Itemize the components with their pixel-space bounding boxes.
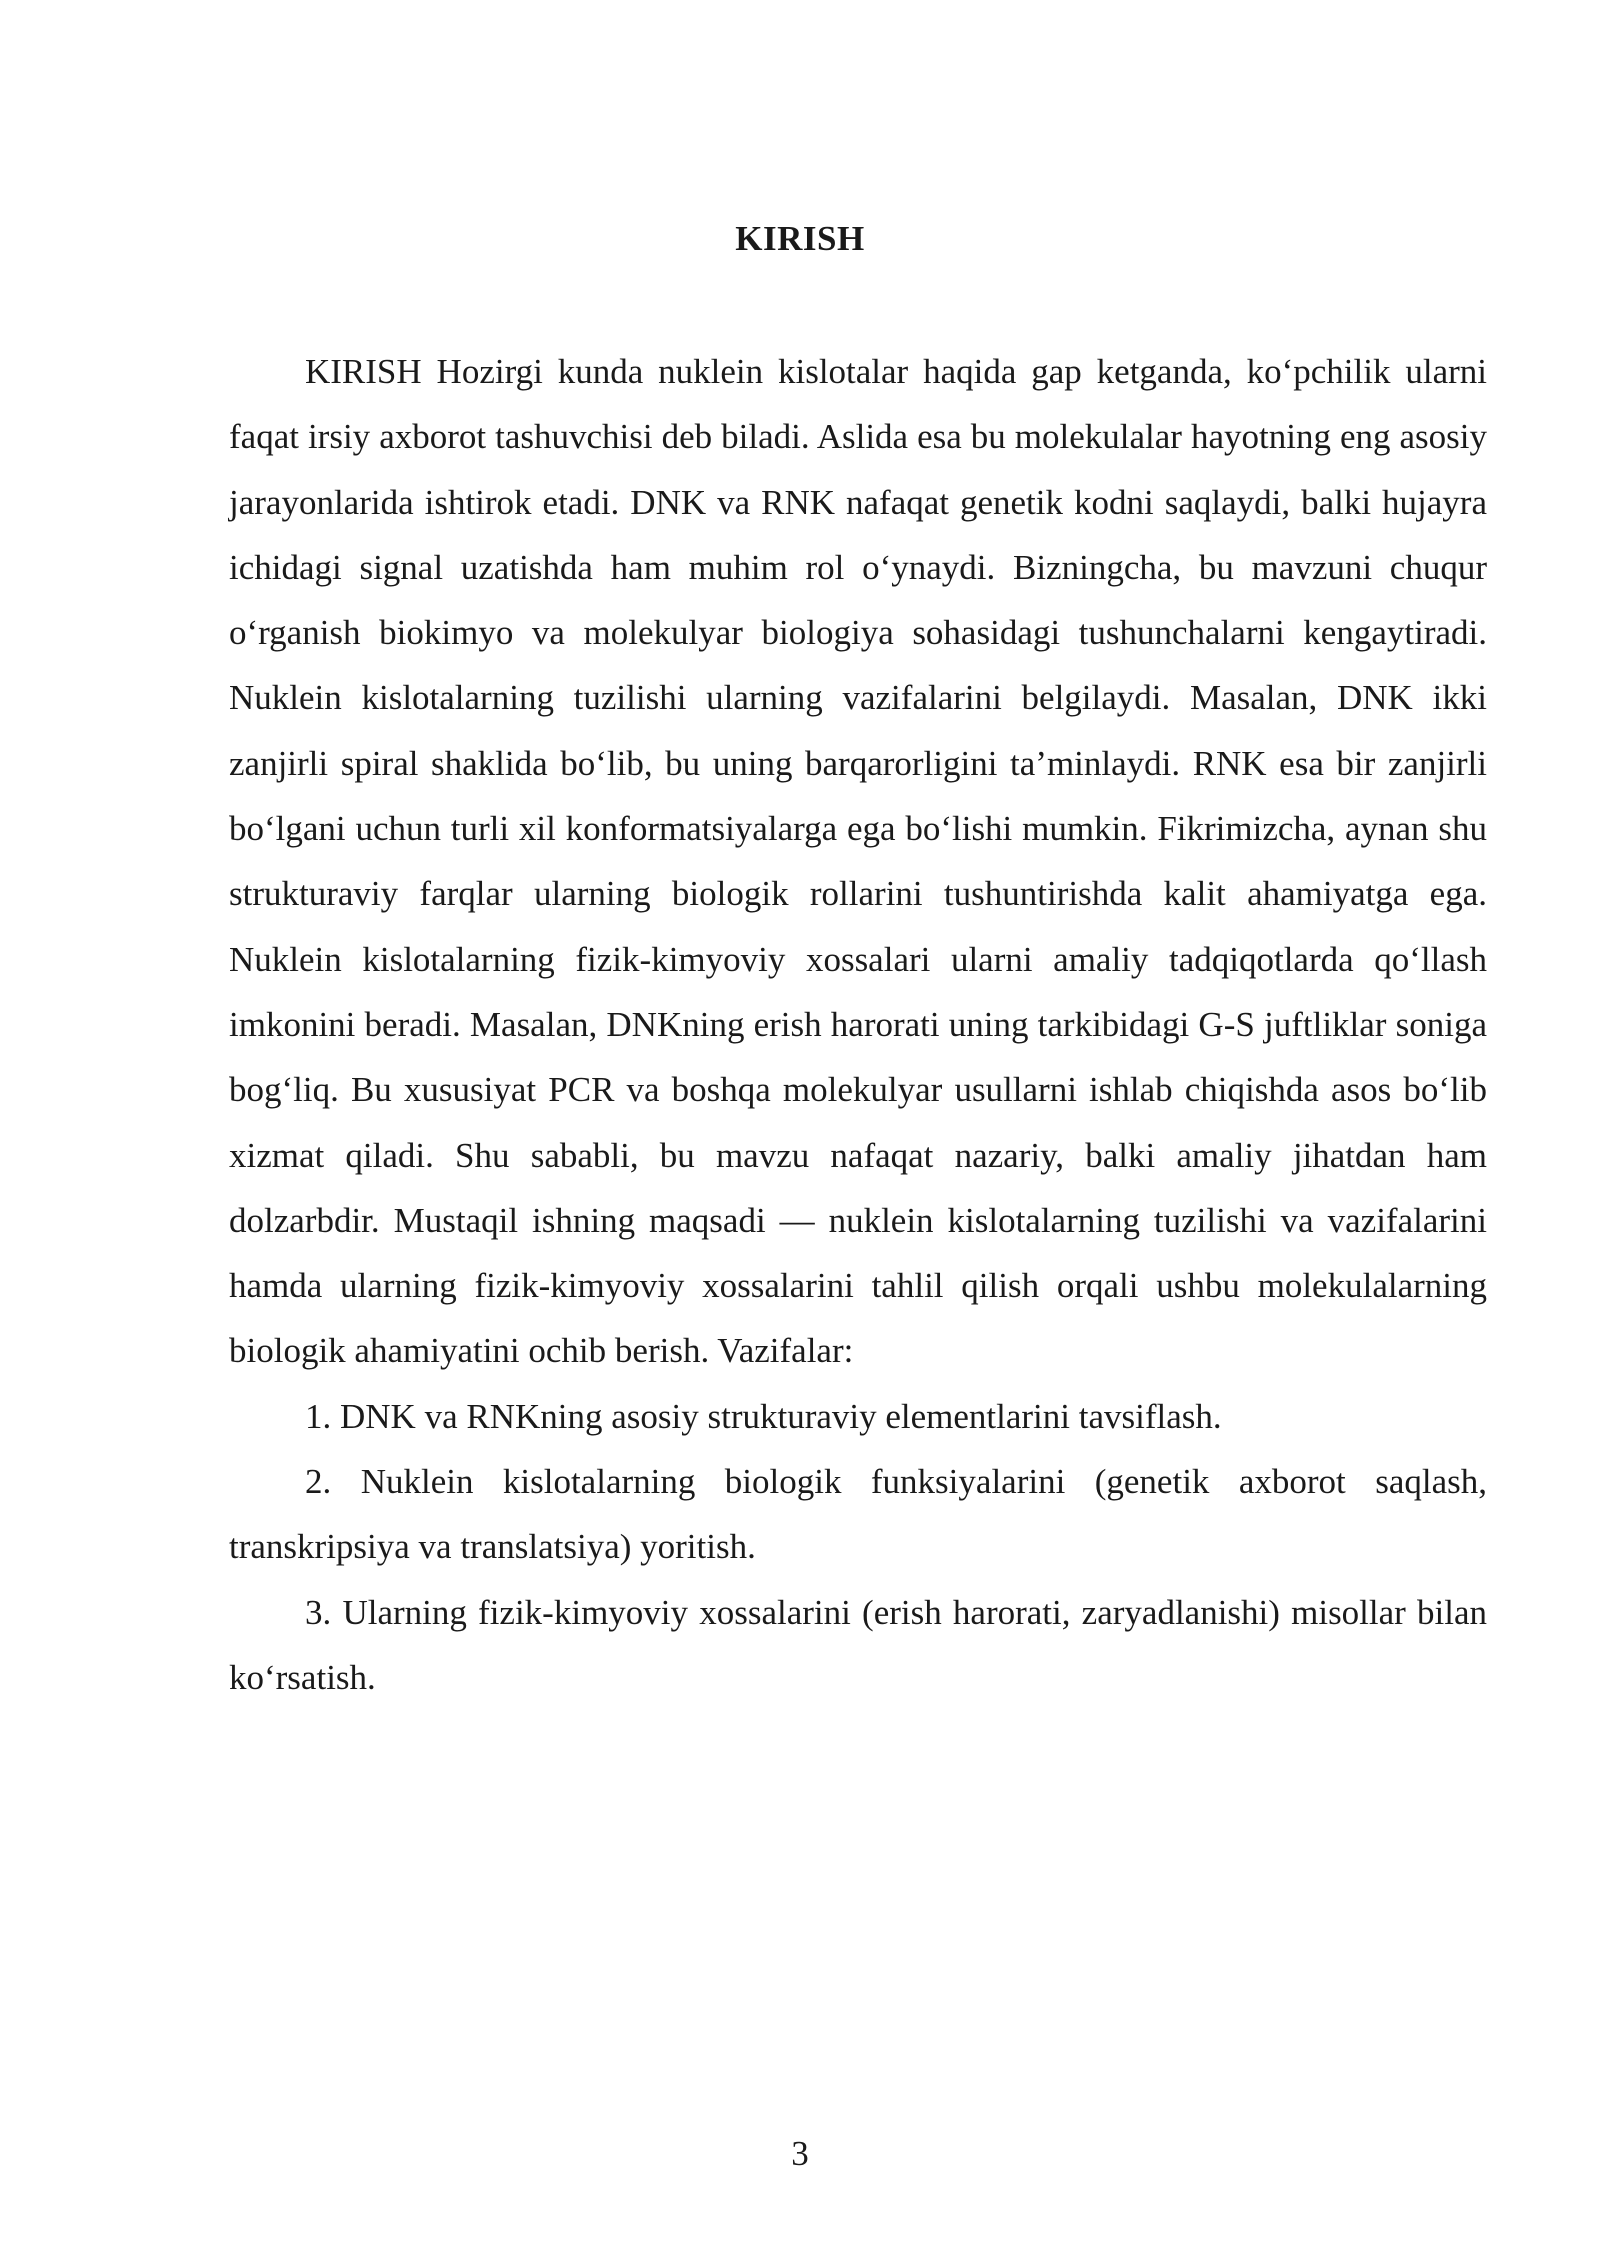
task-item-2: 2. Nuklein kislotalarning biologik funksiyalarini (genetik axborot saqlash, transkripsiya va translatsiya) yoritish. xyxy=(229,1462,1487,1567)
task-item-1: 1. DNK va RNKning asosiy strukturaviy elementlarini tavsiflash. xyxy=(305,1396,1222,1436)
page-number: 3 xyxy=(791,2134,809,2173)
body-text xyxy=(229,339,1487,1710)
section-heading: KIRISH xyxy=(735,219,865,258)
task-item-3: 3. Ularning fizik-kimyoviy xossalarini (erish harorati, zaryadlanishi) misollar bilan ko‘rsatish. xyxy=(229,1592,1487,1697)
intro-paragraph: KIRISH Hozirgi kunda nuklein kislotalar haqida gap ketganda, ko‘pchilik ularni faqat irsiy axborot tashuvchisi deb biladi. Aslida esa bu molekulalar hayotning eng asosiy jarayonlarida ishtirok etadi. DNK va RNK nafaqat genetik kodni saqlaydi, balki hujayra ichidagi signal uzatishda ham muhim rol o‘ynaydi. Bizningcha, bu mavzuni chuqur o‘rganish biokimyo va molekulyar biologiya sohasidagi tushunchalarni kengaytiradi. Nuklein kislotalarning tuzilishi ularning vazifalarini belgilaydi. Masalan, DNK ikki zanjirli spiral shaklida bo‘lib, bu uning barqarorligini ta’minlaydi. RNK esa bir zanjirli bo‘lgani uchun turli xil konformatsiyalarga ega bo‘lishi mumkin. Fikrimizcha, aynan shu strukturaviy farqlar ularning biologik rollarini tushuntirishda kalit ahamiyatga ega. Nuklein kislotalarning fizik-kimyoviy xossalari ularni amaliy tadqiqotlarda qo‘llash imkonini beradi. Masalan, DNKning erish harorati uning tarkibidagi G-S juftliklar soniga bog‘liq. Bu xususiyat PCR va boshqa molekulyar usullarni ishlab chiqishda asos bo‘lib xizmat qiladi. Shu sababli, bu mavzu nafaqat nazariy, balki amaliy jihatdan ham dolzarbdir. Mustaqil ishning maqsadi — nuklein kislotalarning tuzilishi va vazifalarini hamda ularning fizik-kimyoviy xossalarini tahlil qilish orqali ushbu molekulalarning biologik ahamiyatini ochib berish. Vazifalar: xyxy=(229,352,1487,1371)
